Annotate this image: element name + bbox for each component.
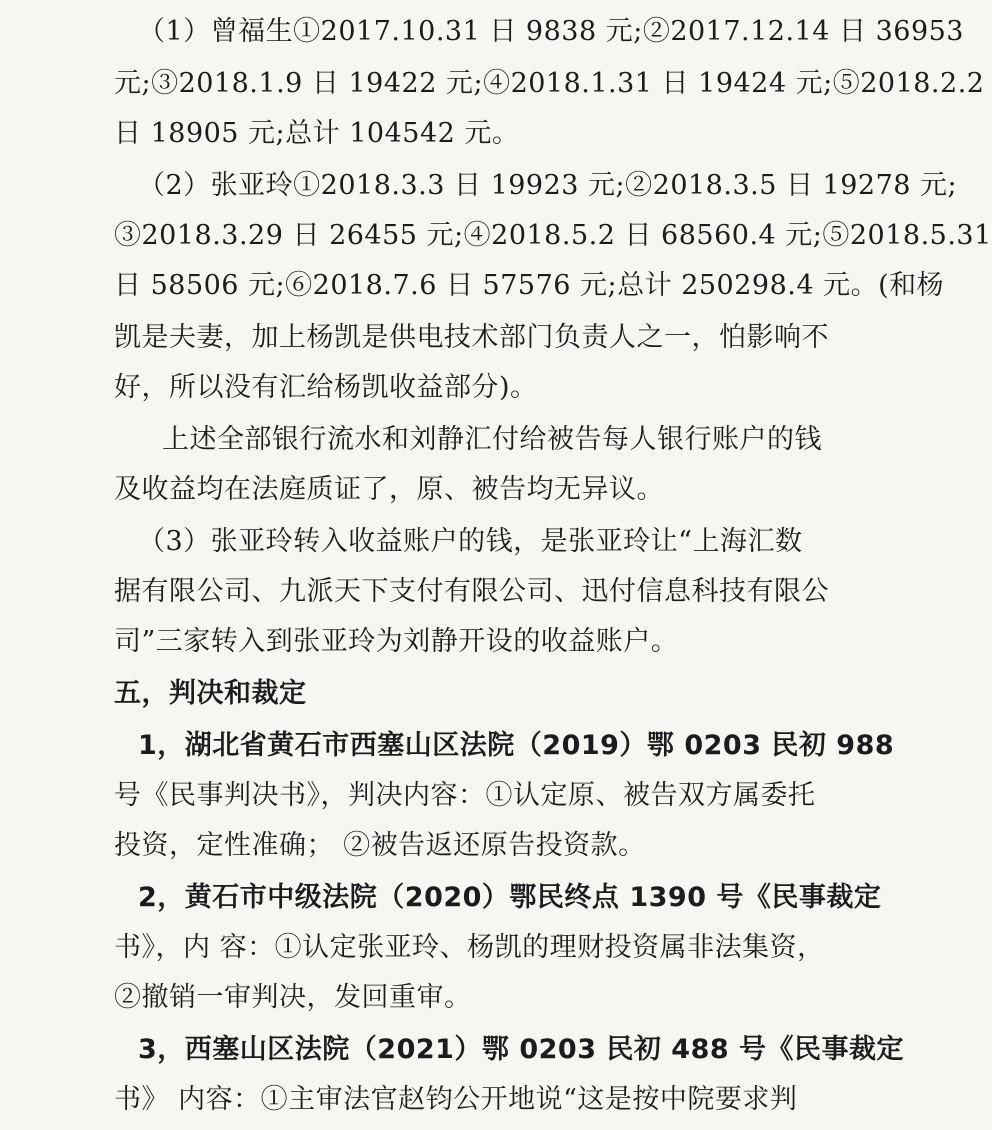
text-line: 及收益均在法庭质证了，原、被告均无异议。 (114, 474, 664, 505)
text-line: 凯是夫妻，加上杨凯是供电技术部门负责人之一，怕影响不 (114, 322, 829, 353)
text-line: （3）张亚玲转入收益账户的钱，是张亚玲让“上海汇数 (138, 526, 803, 557)
text-line: 据有限公司、九派天下支付有限公司、迅付信息科技有限公 (114, 576, 829, 607)
text-line: 3，西塞山区法院（2021）鄂 0203 民初 488 号《民事裁定 (138, 1034, 905, 1065)
text-line: ③2018.3.29 日 26455 元;④2018.5.2 日 68560.4 元;⑤2018.5.31 (114, 220, 992, 251)
text-line: 日 18905 元;总计 104542 元。 (114, 118, 520, 149)
text-line: 号《民事判决书》，判决内容：①认定原、被告双方属委托 (114, 780, 816, 811)
text-line: 日 58506 元;⑥2018.7.6 日 57576 元;总计 250298.4 元。(和杨 (114, 270, 945, 301)
text-line: 投资，定性准确； ②被告返还原告投资款。 (114, 830, 646, 861)
text-line: 1，湖北省黄石市西塞山区法院（2019）鄂 0203 民初 988 (138, 730, 895, 761)
text-line: ②撤销一审判决，发回重审。 (114, 982, 472, 1013)
text-line: 司”三家转入到张亚玲为刘静开设的收益账户。 (114, 626, 679, 657)
text-line: 上述全部银行流水和刘静汇付给被告每人银行账户的钱 (162, 424, 822, 455)
section-heading: 五，判决和裁定 (114, 678, 307, 709)
text-line: 书》，内 容：①认定张亚玲、杨凯的理财投资属非法集资， (114, 932, 825, 963)
text-line: （2）张亚玲①2018.3.3 日 19923 元;②2018.3.5 日 19278 元; (138, 170, 958, 201)
text-line: 书》 内容：①主审法官赵钧公开地说“这是按中院要求判 (114, 1084, 798, 1115)
text-line: 2，黄石市中级法院（2020）鄂民终点 1390 号《民事裁定 (138, 882, 882, 913)
text-line: 好，所以没有汇给杨凯收益部分)。 (114, 372, 538, 403)
text-line: 元;③2018.1.9 日 19422 元;④2018.1.31 日 19424 元;⑤2018.2.2 (114, 68, 985, 99)
text-line: （1）曾福生①2017.10.31 日 9838 元;②2017.12.14 日 36953 (138, 16, 964, 47)
